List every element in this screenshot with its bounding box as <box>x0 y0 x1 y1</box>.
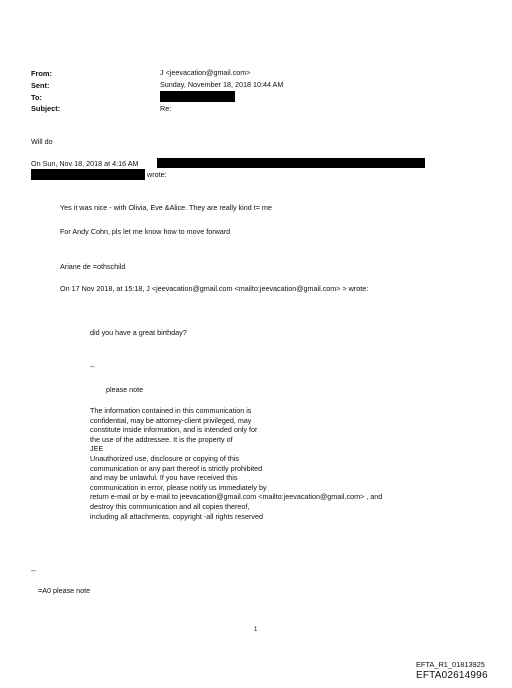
quoted-quote-intro: On 17 Nov 2018, at 15:18, J <jeevacation@gmail.com <mailto:jeevacation@gmail.com> > wrote: <box>60 284 369 293</box>
quoted-line-1: Yes it was nice - with Olivia, Eve &Alice. They are really kind t= me <box>60 203 272 212</box>
bates-number-large: EFTA02614996 <box>416 670 488 681</box>
sent-value: Sunday, November 18, 2018 10:44 AM <box>160 80 284 89</box>
disclaimer-line: and may be unlawful. If you have received this <box>90 473 238 483</box>
disclaimer-line: JEE <box>90 444 104 454</box>
reply-quote-wrote: wrote: <box>147 170 167 179</box>
birthday-question: did you have a great birthday? <box>90 328 187 337</box>
trailer-please-note: =A0 please note <box>38 586 91 595</box>
page-number: 1 <box>254 627 258 633</box>
subject-value: Re: <box>160 104 172 113</box>
disclaimer-line: communication or any part thereof is strictly prohibited <box>90 463 263 473</box>
quoted-signature: Ariane de =othschild <box>60 262 126 271</box>
disclaimer-line: communication in error, please notify us immediately by <box>90 482 267 492</box>
disclaimer-line: confidential, may be attorney-client privileged, may <box>90 415 252 425</box>
sender-redaction-2 <box>31 169 145 180</box>
disclaimer-line: constitute inside information, and is intended only for <box>90 425 258 435</box>
from-label: From: <box>31 69 52 78</box>
disclaimer-line: The information contained in this communication is <box>90 406 252 415</box>
trailer-dash: -- <box>31 566 36 575</box>
please-note-heading: please note <box>106 385 144 394</box>
disclaimer-line: destroy this communication and all copies thereof, <box>90 501 250 511</box>
reply-quote-intro: On Sun, Nov 18, 2018 at 4:16 AM <box>31 159 139 168</box>
from-value: J <jeevacation@gmail.com> <box>160 68 251 77</box>
sent-label: Sent: <box>31 81 50 90</box>
disclaimer-line: return e-mail or by e-mail to jeevacation@gmail.com <mailto:jeevacation@gmail.com> , and <box>90 492 383 502</box>
signature-dash: -- <box>90 362 95 371</box>
disclaimer-line: including all attachments. copyright -all rights reserved <box>90 511 263 521</box>
subject-label: Subject: <box>31 104 61 113</box>
disclaimer-line: the use of the addressee. It is the property of <box>90 434 233 444</box>
confidentiality-disclaimer <box>90 406 382 521</box>
bates-number-small: EFTA_R1_01813925 <box>416 660 485 669</box>
disclaimer-line: Unauthorized use, disclosure or copying of this <box>90 453 240 463</box>
quoted-line-2: For Andy Cohn, pls let me know how to move forward <box>60 227 231 236</box>
to-redaction <box>160 91 235 102</box>
to-label: To: <box>31 93 42 102</box>
reply-text: Will do <box>31 137 53 146</box>
sender-redaction-1 <box>157 158 425 168</box>
